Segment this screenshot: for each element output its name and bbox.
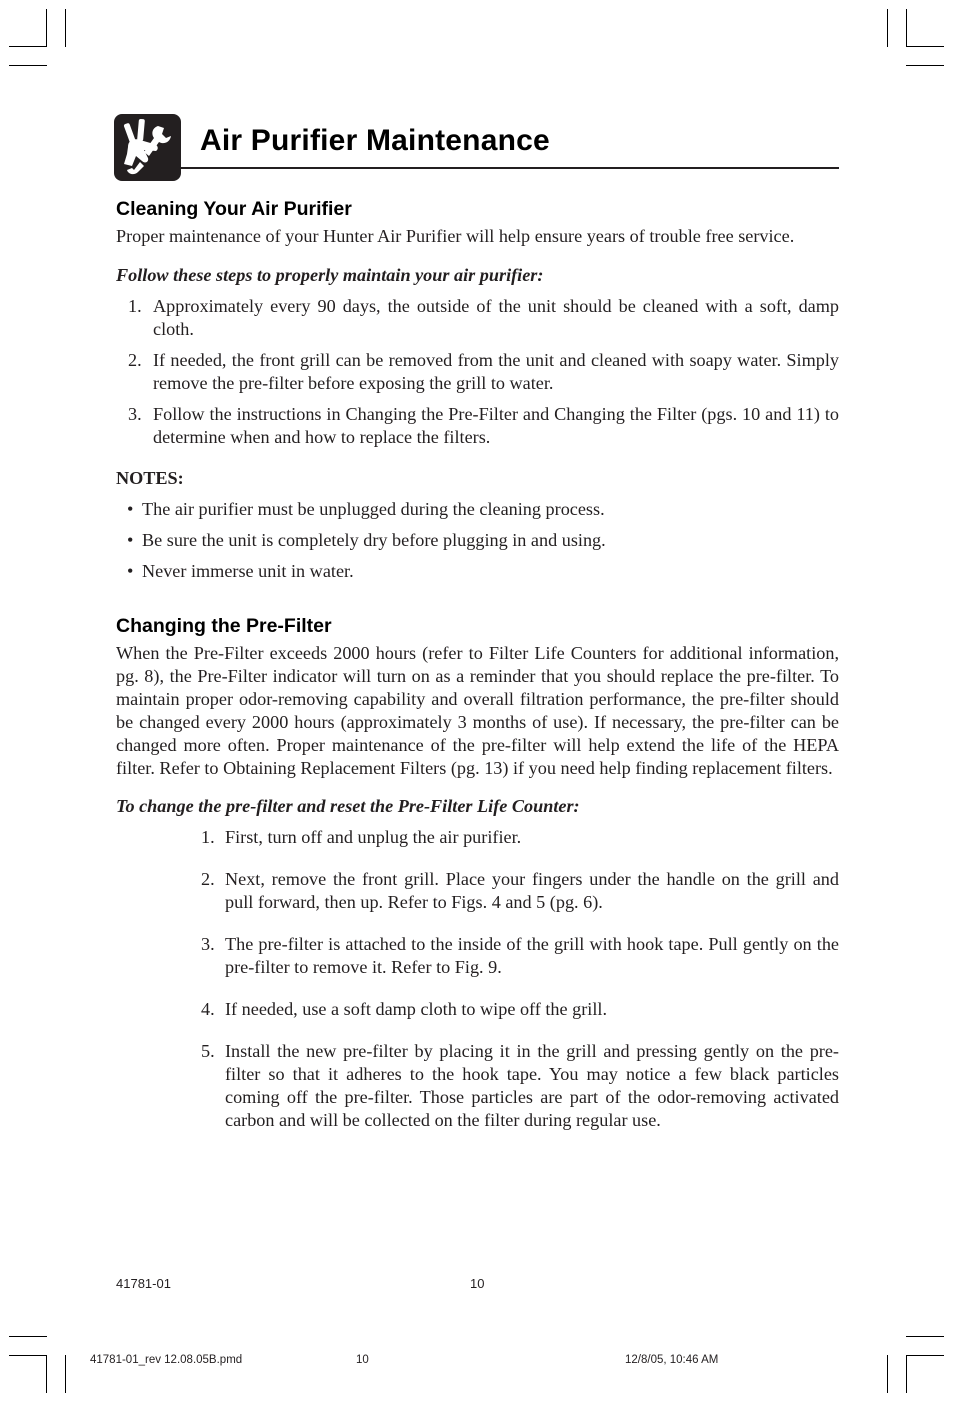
title-rule	[181, 167, 839, 169]
crop-mark	[906, 1355, 944, 1356]
crop-mark	[906, 46, 944, 47]
step-text: If needed, use a soft damp cloth to wipe off the grill.	[225, 999, 607, 1019]
page-content	[116, 196, 839, 1151]
list-item	[201, 826, 839, 849]
crop-mark	[906, 1336, 944, 1337]
note-text: Never immerse unit in water.	[142, 561, 354, 581]
crop-mark	[65, 1355, 66, 1393]
step-number: 1.	[201, 827, 215, 847]
step-text: Approximately every 90 days, the outside of the unit should be cleaned with a soft, damp cloth.	[153, 296, 839, 339]
step-number: 2.	[201, 869, 215, 889]
slug-filename: 41781-01_rev 12.08.05B.pmd	[90, 1354, 243, 1366]
bullet-icon: •	[127, 530, 134, 550]
step-number: 4.	[201, 999, 215, 1019]
step-text: First, turn off and unplug the air purifier.	[225, 827, 522, 847]
cleaning-intro: Proper maintenance of your Hunter Air Purifier will help ensure years of trouble free service.	[116, 226, 795, 246]
crop-mark	[906, 9, 907, 47]
step-number: 2.	[128, 350, 142, 370]
section-heading-cleaning: Cleaning Your Air Purifier	[116, 198, 352, 220]
step-text: Install the new pre-filter by placing it in the grill and pressing gently on the pre-filter so that it adheres to the hook tape. You may notice a few black particles coming off the pre-filter. Those particles are part of the odor-removing activated carbon and will be collected on the filter during regular use.	[225, 1041, 839, 1130]
list-item	[116, 498, 839, 521]
step-text: Follow the instructions in Changing the Pre-Filter and Changing the Filter (pgs. 10 and 11) to determine when and how to replace the filters.	[153, 404, 839, 447]
list-item	[201, 998, 839, 1021]
tools-icon	[114, 114, 181, 181]
notes-list	[116, 498, 839, 583]
crop-mark	[906, 1355, 907, 1393]
step-number: 1.	[128, 296, 142, 316]
step-text: The pre-filter is attached to the inside of the grill with hook tape. Pull gently on the pre-filter to remove it. Refer to Fig. 9.	[225, 934, 839, 977]
cleaning-steps-lead: Follow these steps to properly maintain your air purifier:	[116, 265, 544, 285]
crop-mark	[46, 9, 47, 47]
list-item	[116, 295, 839, 341]
note-text: Be sure the unit is completely dry before plugging in and using.	[142, 530, 606, 550]
step-number: 3.	[201, 934, 215, 954]
step-number: 3.	[128, 404, 142, 424]
prefilter-steps-list	[201, 826, 839, 1132]
prefilter-steps-lead: To change the pre-filter and reset the Pre-Filter Life Counter:	[116, 796, 580, 816]
list-item	[201, 933, 839, 979]
list-item	[116, 403, 839, 449]
cleaning-steps-list	[116, 295, 839, 449]
step-text: Next, remove the front grill. Place your fingers under the handle on the grill and pull forward, then up. Refer to Figs. 4 and 5 (pg. 6).	[225, 869, 839, 912]
crop-mark	[65, 9, 66, 47]
list-item	[116, 560, 839, 583]
document-number: 41781-01	[116, 1276, 171, 1291]
page-title: Air Purifier Maintenance	[200, 124, 550, 157]
page-number: 10	[470, 1276, 485, 1291]
slug-page: 10	[356, 1354, 369, 1366]
bullet-icon: •	[127, 499, 134, 519]
crop-mark	[887, 9, 888, 47]
crop-mark	[9, 46, 47, 47]
prefilter-intro: When the Pre-Filter exceeds 2000 hours (refer to Filter Life Counters for additional information, pg. 8), the Pre-Filter indicator will turn on as a reminder that you should replace the pre-filter. To maintain proper odor-removing capability and overall filtration performance, the pre-filter should be changed every 2000 hours (approximately 3 months of use). If necessary, the pre-filter can be changed more often. Proper maintenance of the pre-filter will help extend the life of the HEPA filter. Refer to Obtaining Replacement Filters (pg. 13) if you need help finding replacement filters.	[116, 643, 839, 778]
crop-mark	[46, 1355, 47, 1393]
step-number: 5.	[201, 1041, 215, 1061]
notes-title: NOTES:	[116, 468, 184, 488]
bullet-icon: •	[127, 561, 134, 581]
section-heading-prefilter: Changing the Pre-Filter	[116, 615, 332, 637]
note-text: The air purifier must be unplugged during the cleaning process.	[142, 499, 605, 519]
crop-mark	[9, 1336, 47, 1337]
list-item	[116, 349, 839, 395]
list-item	[201, 868, 839, 914]
step-text: If needed, the front grill can be removed from the unit and cleaned with soapy water. Simply remove the pre-filter before exposing the grill to water.	[153, 350, 839, 393]
crop-mark	[906, 65, 944, 66]
crop-mark	[887, 1355, 888, 1393]
crop-mark	[9, 65, 47, 66]
crop-mark	[9, 1355, 47, 1356]
list-item	[116, 529, 839, 552]
slug-timestamp: 12/8/05, 10:46 AM	[625, 1354, 719, 1366]
list-item	[201, 1040, 839, 1132]
